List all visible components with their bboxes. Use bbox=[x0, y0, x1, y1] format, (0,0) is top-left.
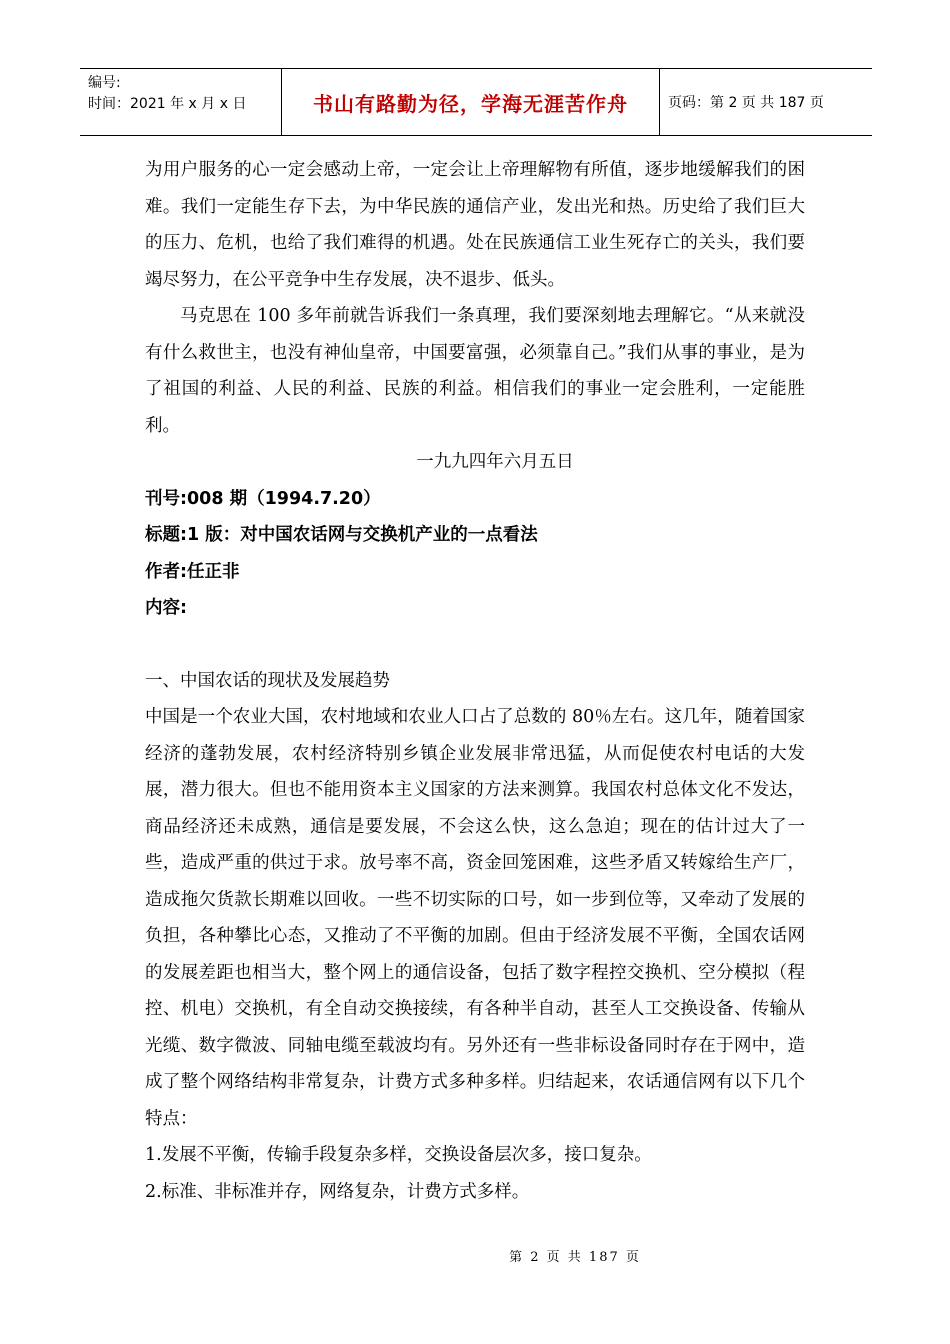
list-item-1: 1.发展不平衡，传输手段复杂多样，交换设备层次多，接口复杂。 bbox=[145, 1145, 652, 1165]
date-line: 一九九四年六月五日 bbox=[416, 452, 574, 472]
number-label: 编号: bbox=[88, 75, 121, 91]
header-left-cell bbox=[80, 69, 282, 135]
paragraph-3: 中国是一个农业大国，农村地域和农业人口占了总数的 80％左右。这几年，随着国家经济的蓬勃发展，农村经济特别乡镇企业发展非常迅猛，从而促使农村电话的大发展，潜力很大。但也不能用资本主义国家的方法来测算。我国农村总体文化不发达，商品经济还未成熟，通信是要发展，不会这么快，这么急迫；现在的估计过大了一些，造成严重的供过于求。放号率不高，资金回笼困难，这些矛盾又转嫁给生产厂，造成拖欠货款长期难以回收。一些不切实际的口号，如一步到位等，又牵动了发展的负担，各种攀比心态，又推动了不平衡的加剧。但由于经济发展不平衡，全国农话网的发展差距也相当大，整个网上的通信设备，包括了数字程控交换机、空分模拟（程控、机电）交换机，有全自动交换接续，有各种半自动，甚至人工交换设备、传输从光缆、数字微波、同轴电缆至载波均有。另外还有一些非标设备同时存在于网中，造成了整个网络结构非常复杂，计费方式多种多样。归结起来，农话通信网有以下几个特点： bbox=[145, 707, 805, 1129]
time-label: 时间：2021 年 x 月 x 日 bbox=[88, 96, 247, 112]
motto: 书山有路勤为径，学海无涯苦作舟 bbox=[282, 69, 660, 135]
title-line: 标题:1 版：对中国农话网与交换机产业的一点看法 bbox=[145, 525, 538, 545]
list-item-2: 2.标准、非标准并存，网络复杂，计费方式多样。 bbox=[145, 1181, 530, 1202]
paragraph-1: 为用户服务的心一定会感动上帝，一定会让上帝理解物有所值，逐步地缓解我们的困难。我们一定能生存下去，为中华民族的通信产业，发出光和热。历史给了我们巨大的压力、危机，也给了我们难得的机遇。处在民族通信工业生死存亡的关头，我们要竭尽努力，在公平竞争中生存发展，决不退步、低头。 bbox=[145, 160, 805, 290]
page-footer: 第 2 页 共 187 页 bbox=[509, 1250, 641, 1265]
paragraph-2: 马克思在 100 多年前就告诉我们一条真理，我们要深刻地去理解它。“从来就没有什么救世主，也没有神仙皇帝，中国要富强，必须靠自己。”我们从事的事业，是为了祖国的利益、人民的利益、民族的利益。相信我们的事业一定会胜利，一定能胜利。 bbox=[145, 306, 805, 436]
issue-line: 刊号:008 期（1994.7.20） bbox=[145, 488, 381, 509]
document-body bbox=[145, 152, 805, 1210]
content-label: 内容: bbox=[145, 598, 187, 618]
section-heading: 一、中国农话的现状及发展趋势 bbox=[145, 670, 390, 691]
author-line: 作者:任正非 bbox=[145, 561, 240, 582]
page-info: 页码：第 2 页 共 187 页 bbox=[668, 95, 824, 111]
page-header bbox=[80, 68, 872, 136]
blank-line bbox=[145, 627, 805, 663]
